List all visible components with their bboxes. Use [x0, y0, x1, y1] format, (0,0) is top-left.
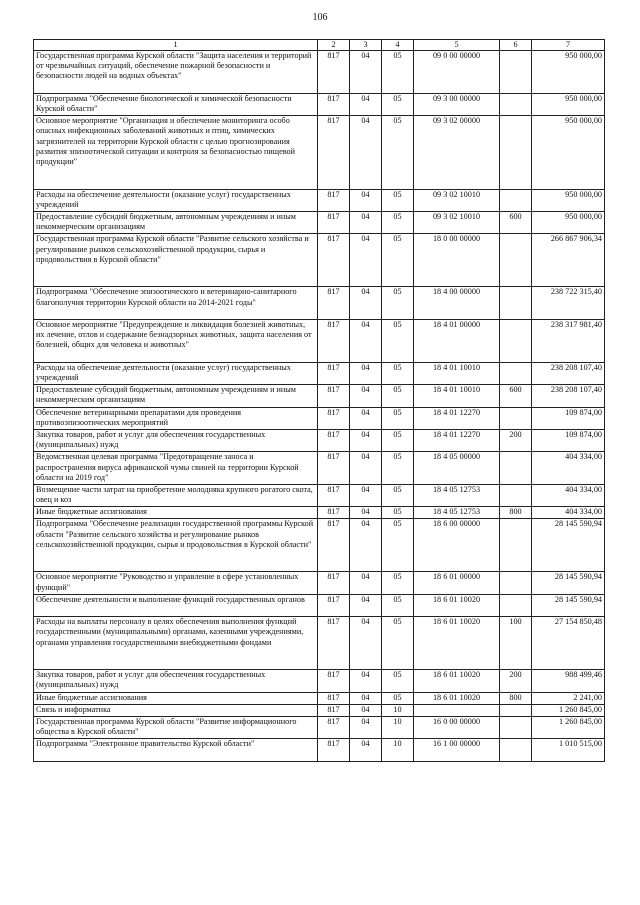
- row-subsection-cell: 05: [382, 362, 414, 384]
- row-section-cell: 04: [350, 452, 382, 485]
- row-expense-type-cell: [500, 572, 532, 594]
- row-expense-type-cell: 200: [500, 429, 532, 451]
- row-expense-type-cell: 100: [500, 617, 532, 670]
- row-target-cell: [414, 704, 500, 716]
- row-subsection-cell: 05: [382, 507, 414, 519]
- row-subsection-cell: 05: [382, 189, 414, 211]
- row-amount-cell: 238 317 981,40: [532, 319, 605, 362]
- row-code-cell: 817: [318, 692, 350, 704]
- table-row: [34, 670, 605, 692]
- table-row: [34, 519, 605, 572]
- row-subsection-cell: 05: [382, 670, 414, 692]
- row-section-cell: 04: [350, 594, 382, 616]
- row-code-cell: 817: [318, 717, 350, 739]
- row-amount-cell: 404 334,00: [532, 452, 605, 485]
- row-target-cell: 09 3 02 10010: [414, 189, 500, 211]
- row-name-cell: Подпрограмма "Обеспечение реализации государственной программы Курской области "Развитие сельского хозяйства и регулирование рынков сельскохозяйственной продукции, сырья и продовольствия в Курской области": [34, 519, 318, 572]
- table-row: [34, 692, 605, 704]
- row-subsection-cell: 10: [382, 717, 414, 739]
- row-amount-cell: 2 241,00: [532, 692, 605, 704]
- row-name-cell: Государственная программа Курской области "Развитие сельского хозяйства и регулирование рынков сельскохозяйственной продукции, сырья и продовольствия в Курской области": [34, 234, 318, 287]
- table-row: [34, 93, 605, 115]
- row-expense-type-cell: 200: [500, 670, 532, 692]
- row-subsection-cell: 05: [382, 287, 414, 320]
- row-code-cell: 817: [318, 319, 350, 362]
- row-subsection-cell: 05: [382, 211, 414, 233]
- row-target-cell: 18 0 00 00000: [414, 234, 500, 287]
- row-code-cell: 817: [318, 234, 350, 287]
- row-expense-type-cell: [500, 717, 532, 739]
- row-name-cell: Закупка товаров, работ и услуг для обеспечения государственных (муниципальных) нужд: [34, 670, 318, 692]
- row-subsection-cell: 05: [382, 617, 414, 670]
- row-code-cell: 817: [318, 670, 350, 692]
- row-expense-type-cell: 600: [500, 385, 532, 407]
- row-code-cell: 817: [318, 189, 350, 211]
- row-section-cell: 04: [350, 189, 382, 211]
- row-amount-cell: 950 000,00: [532, 189, 605, 211]
- table-row: [34, 211, 605, 233]
- row-expense-type-cell: [500, 739, 532, 761]
- table-row: [34, 385, 605, 407]
- header-cell: 3: [350, 40, 382, 51]
- row-name-cell: Иные бюджетные ассигнования: [34, 507, 318, 519]
- row-expense-type-cell: [500, 484, 532, 506]
- row-target-cell: 18 4 01 12270: [414, 429, 500, 451]
- row-subsection-cell: 05: [382, 484, 414, 506]
- row-code-cell: 817: [318, 704, 350, 716]
- row-target-cell: 18 6 01 10020: [414, 594, 500, 616]
- table-row: [34, 572, 605, 594]
- row-subsection-cell: 05: [382, 519, 414, 572]
- row-section-cell: 04: [350, 717, 382, 739]
- row-subsection-cell: 05: [382, 572, 414, 594]
- table-row: [34, 704, 605, 716]
- table-header-row: [34, 40, 605, 51]
- row-name-cell: Расходы на выплаты персоналу в целях обеспечения выполнения функций государственными (муниципальными) органами, казенными учреждениями, органами управления государственными внебюджетными фондами: [34, 617, 318, 670]
- table-row: [34, 51, 605, 94]
- row-expense-type-cell: [500, 704, 532, 716]
- row-section-cell: 04: [350, 704, 382, 716]
- row-section-cell: 04: [350, 407, 382, 429]
- row-target-cell: 18 6 01 00000: [414, 572, 500, 594]
- row-amount-cell: 1 260 845,00: [532, 717, 605, 739]
- row-name-cell: Расходы на обеспечение деятельности (оказание услуг) государственных учреждений: [34, 362, 318, 384]
- row-section-cell: 04: [350, 429, 382, 451]
- row-code-cell: 817: [318, 484, 350, 506]
- row-name-cell: Иные бюджетные ассигнования: [34, 692, 318, 704]
- row-target-cell: 18 4 05 00000: [414, 452, 500, 485]
- row-section-cell: 04: [350, 51, 382, 94]
- row-expense-type-cell: [500, 407, 532, 429]
- row-name-cell: Обеспечение деятельности и выполнение функций государственных органов: [34, 594, 318, 616]
- row-name-cell: Предоставление субсидий бюджетным, автономным учреждениям и иным некоммерческим организациям: [34, 211, 318, 233]
- table-row: [34, 594, 605, 616]
- row-target-cell: 09 3 02 10010: [414, 211, 500, 233]
- row-subsection-cell: 05: [382, 429, 414, 451]
- row-target-cell: 18 4 01 10010: [414, 385, 500, 407]
- header-cell: 5: [414, 40, 500, 51]
- row-name-cell: Государственная программа Курской области "Защита населения и территорий от чрезвычайных ситуаций, обеспечение пожарной безопасности и безопасности людей на водных объектах": [34, 51, 318, 94]
- row-subsection-cell: 05: [382, 692, 414, 704]
- row-section-cell: 04: [350, 739, 382, 761]
- row-target-cell: 18 4 05 12753: [414, 484, 500, 506]
- row-subsection-cell: 05: [382, 407, 414, 429]
- row-code-cell: 817: [318, 594, 350, 616]
- row-amount-cell: 404 334,00: [532, 507, 605, 519]
- row-subsection-cell: 05: [382, 93, 414, 115]
- header-cell: 7: [532, 40, 605, 51]
- table-row: [34, 319, 605, 362]
- table-row: [34, 452, 605, 485]
- budget-table: [33, 39, 605, 762]
- table-row: [34, 717, 605, 739]
- table-row: [34, 429, 605, 451]
- table-row: [34, 617, 605, 670]
- row-expense-type-cell: [500, 93, 532, 115]
- row-subsection-cell: 05: [382, 319, 414, 362]
- table-row: [34, 484, 605, 506]
- row-amount-cell: 950 000,00: [532, 93, 605, 115]
- row-amount-cell: 950 000,00: [532, 211, 605, 233]
- table-row: [34, 362, 605, 384]
- row-target-cell: 18 4 01 12270: [414, 407, 500, 429]
- row-expense-type-cell: [500, 287, 532, 320]
- row-amount-cell: 404 334,00: [532, 484, 605, 506]
- row-target-cell: 18 4 01 10010: [414, 362, 500, 384]
- row-section-cell: 04: [350, 519, 382, 572]
- row-target-cell: 18 4 05 12753: [414, 507, 500, 519]
- row-target-cell: 16 1 00 00000: [414, 739, 500, 761]
- row-target-cell: 18 6 00 00000: [414, 519, 500, 572]
- table-row: [34, 116, 605, 189]
- row-expense-type-cell: [500, 362, 532, 384]
- row-amount-cell: 27 154 850,48: [532, 617, 605, 670]
- row-target-cell: 18 6 01 10020: [414, 670, 500, 692]
- row-amount-cell: 988 499,46: [532, 670, 605, 692]
- row-name-cell: Подпрограмма "Обеспечение биологической и химической безопасности Курской области": [34, 93, 318, 115]
- row-name-cell: Подпрограмма "Обеспечение эпизоотического и ветеринарно-санитарного благополучия территории Курской области на 2014-2021 годы": [34, 287, 318, 320]
- row-target-cell: 18 4 01 00000: [414, 319, 500, 362]
- row-section-cell: 04: [350, 484, 382, 506]
- row-code-cell: 817: [318, 519, 350, 572]
- row-name-cell: Основное мероприятие "Организация и обеспечение мониторинга особо опасных инфекционных заболеваний животных и птиц, химических загрязнителей на территории Курской области с целью прогнозирования развития эпизоотической ситуации и контроля за безопасностью пищевой продукции": [34, 116, 318, 189]
- row-subsection-cell: 05: [382, 116, 414, 189]
- row-amount-cell: 266 867 906,34: [532, 234, 605, 287]
- row-name-cell: Связь и информатика: [34, 704, 318, 716]
- row-target-cell: 18 4 00 00000: [414, 287, 500, 320]
- row-amount-cell: 950 000,00: [532, 116, 605, 189]
- row-expense-type-cell: [500, 51, 532, 94]
- row-expense-type-cell: 800: [500, 507, 532, 519]
- table-row: [34, 287, 605, 320]
- row-expense-type-cell: [500, 234, 532, 287]
- row-amount-cell: 28 145 590,94: [532, 594, 605, 616]
- row-expense-type-cell: [500, 594, 532, 616]
- row-code-cell: 817: [318, 507, 350, 519]
- row-amount-cell: 1 010 515,00: [532, 739, 605, 761]
- row-subsection-cell: 05: [382, 51, 414, 94]
- row-code-cell: 817: [318, 362, 350, 384]
- row-code-cell: 817: [318, 51, 350, 94]
- row-amount-cell: 28 145 590,94: [532, 572, 605, 594]
- row-target-cell: 18 6 01 10020: [414, 692, 500, 704]
- table-row: [34, 407, 605, 429]
- header-cell: 4: [382, 40, 414, 51]
- row-target-cell: 09 3 00 00000: [414, 93, 500, 115]
- row-expense-type-cell: [500, 519, 532, 572]
- row-code-cell: 817: [318, 116, 350, 189]
- row-amount-cell: 109 874,00: [532, 407, 605, 429]
- row-section-cell: 04: [350, 362, 382, 384]
- row-section-cell: 04: [350, 116, 382, 189]
- row-section-cell: 04: [350, 507, 382, 519]
- row-name-cell: Государственная программа Курской области "Развитие информационного общества в Курской области": [34, 717, 318, 739]
- row-name-cell: Ведомственная целевая программа "Предотвращение заноса и распространения вируса африканской чумы свиней на территории Курской области на 2019 год": [34, 452, 318, 485]
- table-row: [34, 234, 605, 287]
- header-cell: 1: [34, 40, 318, 51]
- row-amount-cell: 28 145 590,94: [532, 519, 605, 572]
- row-target-cell: 18 6 01 10020: [414, 617, 500, 670]
- row-code-cell: 817: [318, 739, 350, 761]
- row-code-cell: 817: [318, 385, 350, 407]
- page-number: 106: [312, 12, 328, 23]
- row-subsection-cell: 05: [382, 594, 414, 616]
- row-code-cell: 817: [318, 93, 350, 115]
- row-code-cell: 817: [318, 407, 350, 429]
- row-subsection-cell: 05: [382, 234, 414, 287]
- row-section-cell: 04: [350, 319, 382, 362]
- row-expense-type-cell: [500, 189, 532, 211]
- row-amount-cell: 109 874,00: [532, 429, 605, 451]
- table-row: [34, 507, 605, 519]
- row-name-cell: Расходы на обеспечение деятельности (оказание услуг) государственных учреждений: [34, 189, 318, 211]
- row-amount-cell: 1 260 845,00: [532, 704, 605, 716]
- row-section-cell: 04: [350, 93, 382, 115]
- row-expense-type-cell: 600: [500, 211, 532, 233]
- row-expense-type-cell: [500, 452, 532, 485]
- row-amount-cell: 238 208 107,40: [532, 362, 605, 384]
- row-target-cell: 16 0 00 00000: [414, 717, 500, 739]
- row-subsection-cell: 10: [382, 739, 414, 761]
- row-code-cell: 817: [318, 617, 350, 670]
- row-amount-cell: 238 722 315,40: [532, 287, 605, 320]
- row-section-cell: 04: [350, 572, 382, 594]
- row-target-cell: 09 3 02 00000: [414, 116, 500, 189]
- row-target-cell: 09 0 00 00000: [414, 51, 500, 94]
- row-subsection-cell: 05: [382, 385, 414, 407]
- table-row: [34, 739, 605, 761]
- row-amount-cell: 238 208 107,40: [532, 385, 605, 407]
- row-subsection-cell: 10: [382, 704, 414, 716]
- row-name-cell: Обеспечение ветеринарными препаратами для проведения противоэпизоотических мероприятий: [34, 407, 318, 429]
- row-code-cell: 817: [318, 429, 350, 451]
- row-name-cell: Основное мероприятие "Руководство и управление в сфере установленных функций": [34, 572, 318, 594]
- row-amount-cell: 950 000,00: [532, 51, 605, 94]
- row-code-cell: 817: [318, 211, 350, 233]
- row-name-cell: Закупка товаров, работ и услуг для обеспечения государственных (муниципальных) нужд: [34, 429, 318, 451]
- row-section-cell: 04: [350, 670, 382, 692]
- header-cell: 2: [318, 40, 350, 51]
- row-section-cell: 04: [350, 211, 382, 233]
- row-expense-type-cell: [500, 116, 532, 189]
- row-expense-type-cell: 800: [500, 692, 532, 704]
- row-name-cell: Подпрограмма "Электронное правительство Курской области": [34, 739, 318, 761]
- row-code-cell: 817: [318, 572, 350, 594]
- row-section-cell: 04: [350, 692, 382, 704]
- row-name-cell: Предоставление субсидий бюджетным, автономным учреждениям и иным некоммерческим организациям: [34, 385, 318, 407]
- row-subsection-cell: 05: [382, 452, 414, 485]
- row-name-cell: Основное мероприятие "Предупреждение и ликвидация болезней животных, их лечение, отлов и содержание безнадзорных животных, защита населения от болезней, общих для человека и животных": [34, 319, 318, 362]
- row-section-cell: 04: [350, 287, 382, 320]
- row-section-cell: 04: [350, 385, 382, 407]
- row-code-cell: 817: [318, 452, 350, 485]
- row-section-cell: 04: [350, 234, 382, 287]
- row-code-cell: 817: [318, 287, 350, 320]
- row-name-cell: Возмещение части затрат на приобретение молодняка крупного рогатого скота, овец и коз: [34, 484, 318, 506]
- row-section-cell: 04: [350, 617, 382, 670]
- table-row: [34, 189, 605, 211]
- row-expense-type-cell: [500, 319, 532, 362]
- header-cell: 6: [500, 40, 532, 51]
